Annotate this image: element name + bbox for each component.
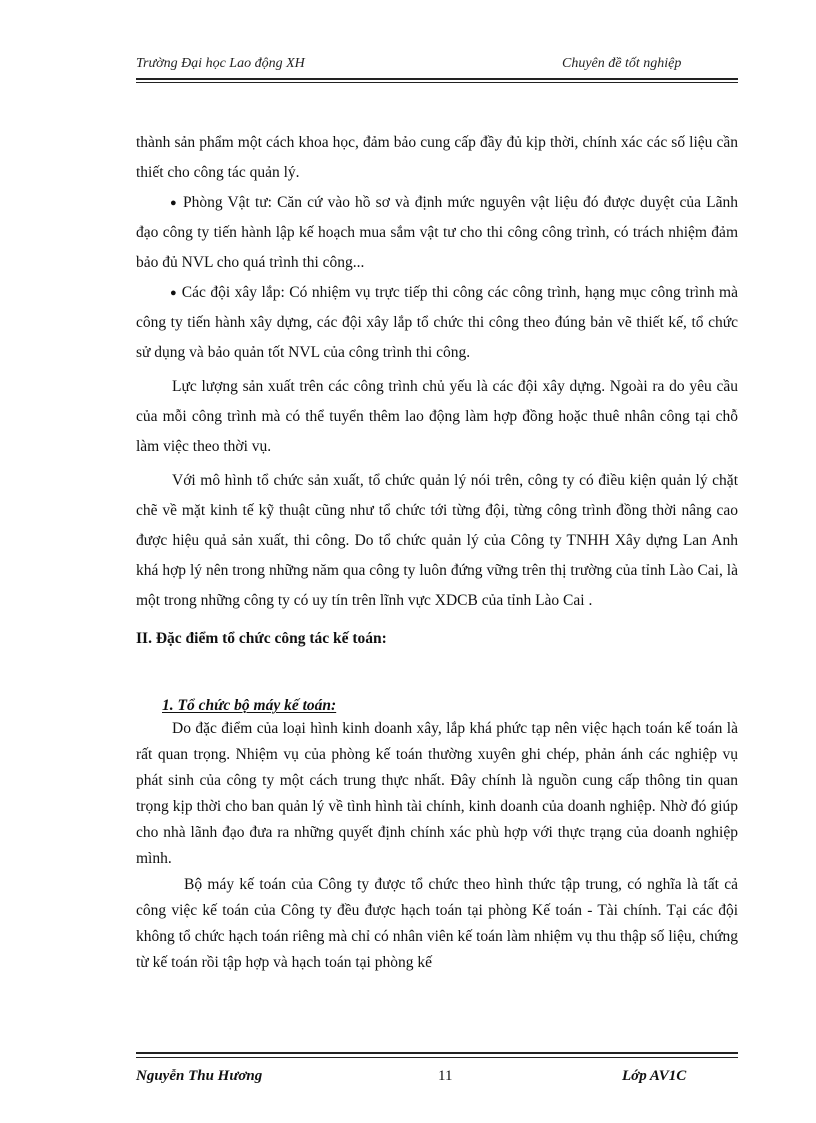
header-school-name: Trường Đại học Lao động XH	[136, 56, 305, 71]
header-rule-top	[136, 78, 738, 80]
paragraph-accounting-apparatus: Bộ máy kế toán của Công ty được tổ chức theo hình thức tập trung, có nghĩa là tất cả công việc kế toán của Công ty đều được hạch toán tại phòng Kế toán - Tài chính. Tại các đội không tổ chức hạch toán riêng mà chỉ có nhân viên kế toán làm nhiệm vụ thu thập số liệu, chứng từ kế toán rồi tập hợp và hạch toán tại phòng kế	[136, 876, 738, 971]
section-heading: II. Đặc điểm tổ chức công tác kế toán:	[136, 630, 387, 647]
header-rule-bottom	[136, 82, 738, 83]
subsection-heading: 1. Tổ chức bộ máy kế toán:	[162, 697, 337, 714]
footer-rule-bottom	[136, 1057, 738, 1058]
bullet-text-materials: Phòng Vật tư: Căn cứ vào hồ sơ và định mức nguyên vật liệu đó được duyệt của Lãnh đạo công ty tiến hành lập kế hoạch mua sắm vật tư cho thi công công trình, có trách nhiệm đảm bảo đủ NVL cho quá trình thi công...	[136, 194, 738, 271]
paragraph-accounting-importance: Do đặc điểm của loại hình kinh doanh xây, lắp khá phức tạp nên việc hạch toán kế toán là rất quan trọng. Nhiệm vụ của phòng kế toán thường xuyên ghi chép, phản ánh các nghiệp vụ phát sinh của công ty một cách trung thực nhất. Đây chính là nguồn cung cấp thông tin quan trọng kịp thời cho ban quản lý về tình hình tài chính, kinh doanh của doanh nghiệp. Nhờ đó giúp cho nhà lãnh đạo đưa ra những quyết định chính xác phù hợp với thực trạng của doanh nghiệp mình.	[136, 720, 738, 867]
bullet-item-construction-teams	[136, 278, 738, 368]
paragraph-organization-model: Với mô hình tổ chức sản xuất, tổ chức quản lý nói trên, công ty có điều kiện quản lý chặt chẽ về mặt kinh tế kỹ thuật cũng như tổ chức tới từng đội, từng công trình đồng thời nâng cao được hiệu quả sản xuất, thi công. Do tổ chức quản lý của Công ty TNHH Xây dựng Lan Anh khá hợp lý nên trong những năm qua công ty luôn đứng vững trên thị trường của tỉnh Lào Cai, là một trong những công ty có uy tín trên lĩnh vực XDCB của tỉnh Lào Cai .	[136, 472, 738, 609]
bullet-icon: ●	[170, 197, 178, 209]
body-section-2	[136, 696, 738, 976]
footer-class: Lớp AV1C	[622, 1068, 687, 1084]
footer-author: Nguyễn Thu Hương	[136, 1068, 263, 1084]
page-number: 11	[438, 1068, 453, 1084]
bullet-text-construction-teams: Các đội xây lắp: Có nhiệm vụ trực tiếp thi công các công trình, hạng mục công trình mà công ty tiến hành xây dựng, các đội xây lắp tổ chức thi công theo đúng bản vẽ thiết kế, tổ chức sử dụng và bảo quản tốt NVL của công trình thi công.	[136, 284, 738, 361]
header-document-type: Chuyên đề tốt nghiệp	[562, 56, 682, 71]
bullet-item-materials	[136, 188, 738, 278]
bullet-icon: ●	[170, 287, 178, 299]
body-section-1	[136, 128, 738, 654]
paragraph-workforce: Lực lượng sản xuất trên các công trình chủ yếu là các đội xây dựng. Ngoài ra do yêu cầu của mỗi công trình mà có thể tuyển thêm lao động làm hợp đồng hoặc thuê nhân công tại chỗ làm việc theo thời vụ.	[136, 378, 738, 455]
paragraph-continuation: thành sản phẩm một cách khoa học, đảm bảo cung cấp đầy đủ kịp thời, chính xác các số liệu cần thiết cho công tác quản lý.	[136, 134, 738, 181]
footer-rule-top	[136, 1052, 738, 1054]
